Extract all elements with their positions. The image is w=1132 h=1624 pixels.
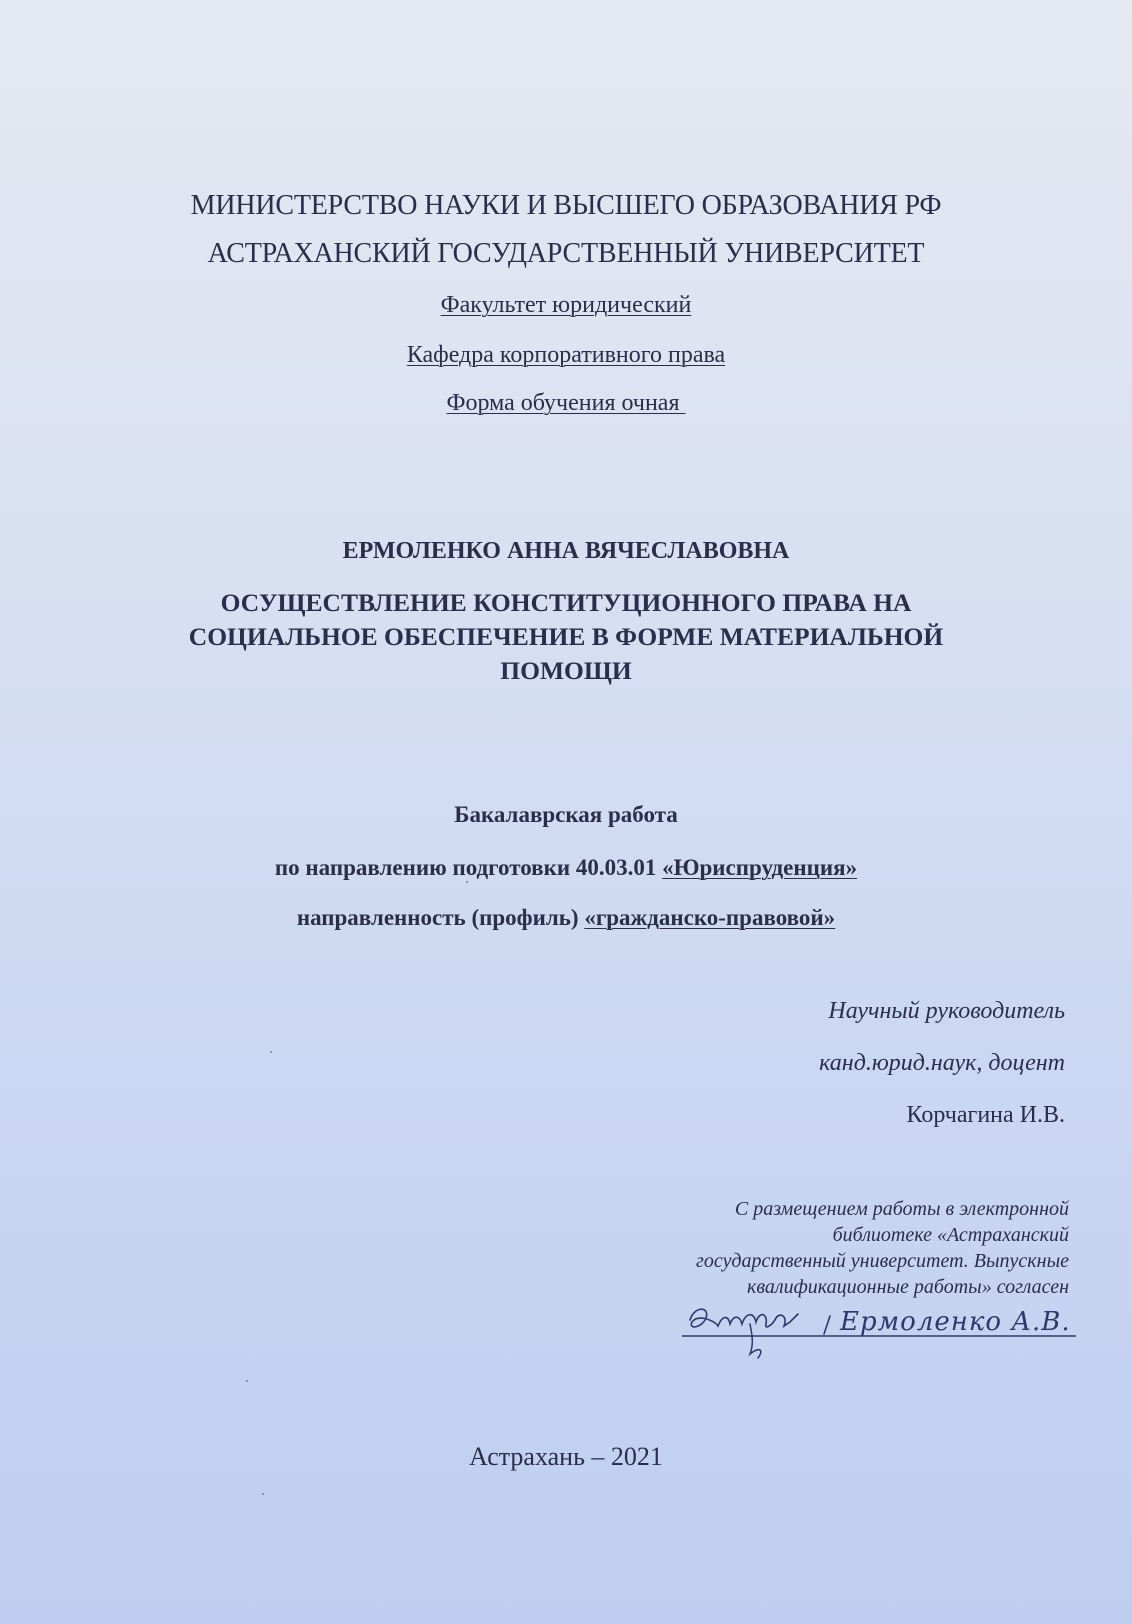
supervisor-name: Корчагина И.В. bbox=[906, 1102, 1065, 1128]
thesis-title-line: ОСУЩЕСТВЛЕНИЕ КОНСТИТУЦИОННОГО ПРАВА НА bbox=[220, 588, 912, 617]
supervisor-role: Научный руководитель bbox=[828, 998, 1065, 1024]
work-type: Бакалаврская работа bbox=[454, 802, 678, 827]
paper-speck bbox=[466, 881, 468, 883]
direction-value: «Юриспруденция» bbox=[662, 855, 858, 880]
profile-value: «гражданско-правовой» bbox=[584, 905, 836, 930]
profile-prefix: направленность (профиль) bbox=[296, 905, 585, 930]
supervisor-degree: канд.юрид.наук, доцент bbox=[819, 1050, 1065, 1076]
study-form-text: Форма обучения очная bbox=[446, 390, 686, 416]
city-year: Астрахань – 2021 bbox=[469, 1442, 663, 1471]
consent-statement bbox=[599, 1196, 1069, 1300]
profile-line bbox=[0, 905, 1132, 931]
direction-line bbox=[0, 855, 1132, 881]
study-form-line bbox=[0, 390, 1132, 417]
paper-speck bbox=[262, 1493, 264, 1495]
thesis-title-line: ПОМОЩИ bbox=[500, 656, 632, 685]
department-text: Кафедра корпоративного права bbox=[406, 342, 726, 368]
thesis-title bbox=[0, 586, 1132, 688]
consent-line: квалификационные работы» согласен bbox=[746, 1276, 1069, 1298]
consent-line: С размещением работы в электронной bbox=[734, 1198, 1069, 1220]
university-heading: АСТРАХАНСКИЙ ГОСУДАРСТВЕННЫЙ УНИВЕРСИТЕТ bbox=[207, 238, 925, 269]
department-line bbox=[0, 342, 1132, 369]
direction-prefix: по направлению подготовки 40.03.01 bbox=[274, 855, 663, 880]
paper-speck bbox=[246, 1380, 248, 1382]
faculty-text: Факультет юридический bbox=[440, 292, 692, 318]
thesis-title-line: СОЦИАЛЬНОЕ ОБЕСПЕЧЕНИЕ В ФОРМЕ МАТЕРИАЛЬНОЙ bbox=[188, 622, 944, 651]
paper-speck bbox=[270, 1051, 272, 1053]
consent-line: библиотеке «Астраханский bbox=[832, 1224, 1069, 1246]
consent-line: государственный университет. Выпускные bbox=[696, 1250, 1069, 1272]
handwritten-signature bbox=[680, 1300, 1080, 1364]
handwritten-name: Ермоленко А.В. bbox=[840, 1307, 1071, 1337]
ministry-heading: МИНИСТЕРСТВО НАУКИ И ВЫСШЕГО ОБРАЗОВАНИЯ РФ bbox=[190, 190, 942, 221]
faculty-line bbox=[0, 292, 1132, 319]
author-name: ЕРМОЛЕНКО АННА ВЯЧЕСЛАВОВНА bbox=[342, 538, 790, 564]
